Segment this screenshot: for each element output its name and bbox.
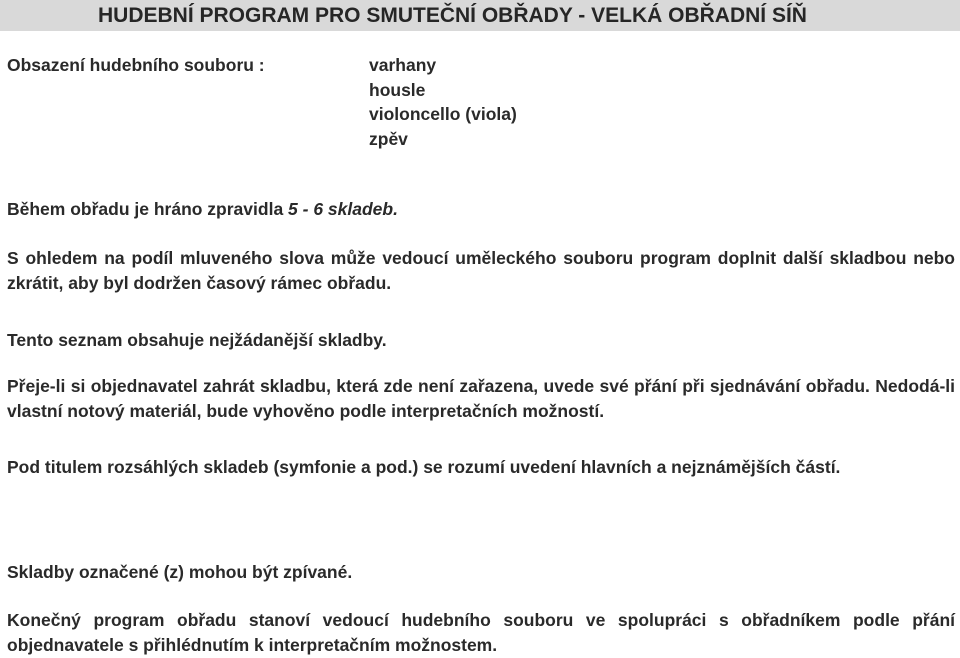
- instrument-item: housle: [369, 79, 426, 100]
- list-contents-paragraph: Tento seznam obsahuje nejžádanější skladby.: [7, 330, 387, 350]
- pieces-count-value: 5 - 6 skladeb.: [288, 199, 398, 219]
- page-title: HUDEBNÍ PROGRAM PRO SMUTEČNÍ OBŘADY - VELKÁ OBŘADNÍ SÍŇ: [98, 4, 807, 27]
- ensemble-label: Obsazení hudebního souboru :: [7, 55, 265, 75]
- final-program-paragraph: Konečný program obřadu stanoví vedoucí hudebního souboru ve spolupráci s obřadníkem podle přání objednavatele s přihlédnutím k interpretačním možnostem.: [7, 610, 955, 655]
- sung-pieces-paragraph: Skladby označené (z) mohou být zpívané.: [7, 562, 353, 582]
- instrument-list: [369, 53, 517, 151]
- instrument-item: zpěv: [369, 128, 408, 149]
- requests-paragraph: Přeje-li si objednavatel zahrát skladbu, která zde není zařazena, uvede své přání při sjednávání obřadu. Nedodá-li vlastní notový materiál, bude vyhověno podle interpretačních možností.: [7, 376, 955, 421]
- title-bar: [0, 0, 960, 31]
- instrument-item: varhany: [369, 55, 437, 75]
- pieces-count-paragraph: [7, 197, 955, 222]
- large-works-paragraph: Pod titulem rozsáhlých skladeb (symfonie a pod.) se rozumí uvedení hlavních a nejznámějších částí.: [7, 457, 841, 477]
- pieces-count-prefix: Během obřadu je hráno zpravidla: [7, 199, 284, 219]
- instrument-item: violoncello (viola): [369, 104, 517, 124]
- program-adjustment-paragraph: S ohledem na podíl mluveného slova může vedoucí uměleckého souboru program doplnit další skladbou nebo zkrátit, aby byl dodržen časový rámec obřadu.: [7, 248, 955, 293]
